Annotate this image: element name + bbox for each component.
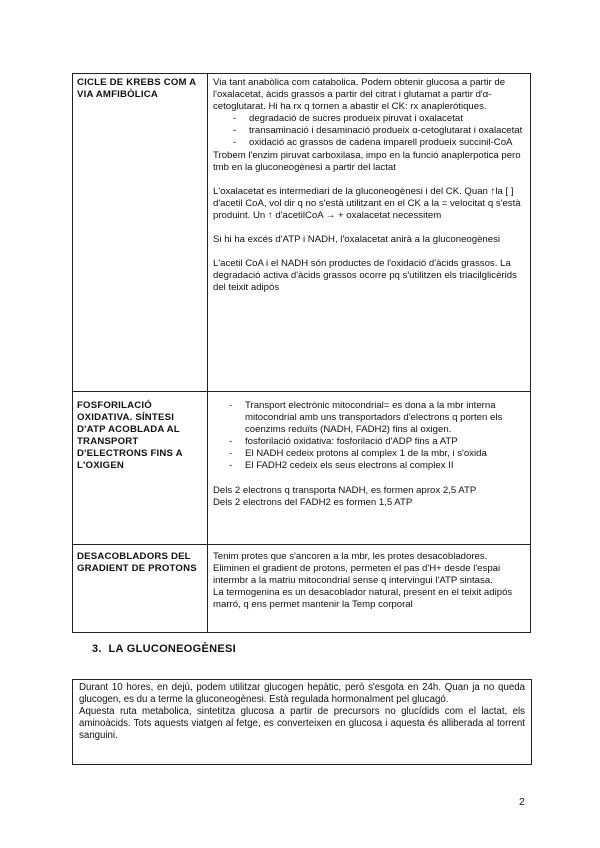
list-item: - oxidació ac grassos de cadena imparell produeix succinil-CoA [233, 137, 526, 149]
list-item: - El FADH2 cedeix els seus electrons al complex II [229, 460, 526, 472]
paragraph: Dels 2 electrons q transporta NADH, es formen aprox 2,5 ATP [213, 484, 477, 496]
notes-table [72, 73, 531, 633]
paragraph: L'acetil CoA i el NADH són productes de l'oxidació d'àcids grassos. La degradació activa d'àcids grassos ocorre pq s'utilitzen els triacilglicèrids del teixit adipós [213, 258, 517, 294]
list-item: - degradació de sucres produeix piruvat i oxalacetat [233, 113, 526, 125]
paragraph: Via tant anabòlica com catabolica. Podem obtenir glucosa a partir de l'oxalacetat, àcids grassos a partir del citrat i glutamat a partir d'α-cetoglutarat. Hi ha rx q tornen a abastir el CK: rx anaplerótiques. [213, 77, 506, 113]
paragraph: Tenim protes que s'ancoren a la mbr, les protes desacobladores. Eliminen el gradient de protons, permeten el pas d'H+ desde l'espai intermbr a la matriu mitocondrial sense q intervingui l'ATP sintasa. [213, 551, 501, 587]
section-title: LA GLUCONEOGÈNESI [108, 643, 237, 655]
row-heading: CICLE DE KREBS COM A VIA AMFIBÒLICA [73, 74, 208, 392]
row-heading: FOSFORILACIÓ OXIDATIVA. SÍNTESI D'ATP ACOBLADA AL TRANSPORT D'ELECTRONS FINS A L'OXIGEN [73, 392, 208, 545]
paragraph: La termogenina es un desacoblador natural, present en el teixit adipós marró, q ens permet mantenir la Temp corporal [213, 587, 513, 611]
paragraph: Aquesta ruta metabolica, sintetitza glucosa a partir de precursors no glucídids com el lactat, els aminoàcids. Tots aquests viatgen al fetge, es converteixen en glucosa i aquesta és alliberada al torrent sanguini. [79, 706, 525, 742]
paragraph: Dels 2 electrons del FADH2 es formen 1,5 ATP [213, 496, 413, 508]
paragraph: Durant 10 hores, en dejú, podem utilitzar glucogen hepàtic, però s'esgota en 24h. Quan ja no queda glucogen, es du a terme la gluconeogènesi. Està regulada hormonalment pel glucagó. [79, 682, 525, 706]
row-content [208, 545, 531, 633]
table-row [73, 392, 531, 545]
bullet-list [213, 113, 526, 149]
paragraph: Trobem l'enzim piruvat carboxilasa, impo en la funció anaplerpotica pero tmb en la gluconeogènesi a partir del lactat [213, 149, 521, 173]
row-heading: DESACOBLADORS DEL GRADIENT DE PROTONS [73, 545, 208, 633]
table-row [73, 74, 531, 392]
section-heading [92, 643, 236, 655]
paragraph: Si hi ha excés d'ATP i NADH, l'oxalacetat anirà a la gluconeogènesi [213, 234, 501, 246]
section-number: 3. [92, 643, 102, 655]
bullet-list [213, 400, 526, 473]
page-number: 2 [519, 796, 525, 808]
summary-box [72, 679, 532, 765]
table-row [73, 545, 531, 633]
paragraph: L'oxalacetat es intermediari de la gluconeogènesi i del CK. Quan ↑la [ ] d'acetil CoA, vol dir q no s'està utilitzant en el CK a la = velocitat q s'està produint. Un ↑ d'acetilCoA → + oxalacetat necessitem [213, 185, 521, 221]
list-item: - El NADH cedeix protons al complex 1 de la mbr, i s'oxida [229, 448, 526, 460]
list-item: - fosforilació oxidativa: fosforilació d'ADP fins a ATP [229, 436, 526, 448]
row-content [208, 392, 531, 545]
list-item: - Transport electrònic mitocondrial= es dona a la mbr interna mitocondrial amb uns transportadors d'electrons q porten els coenzims reduïts (NADH, FADH2) fins al oxigen. [229, 400, 526, 436]
row-content [208, 74, 531, 392]
list-item: - transaminació i desaminació produeix α-cetoglutarat i oxalacetat [233, 125, 526, 137]
